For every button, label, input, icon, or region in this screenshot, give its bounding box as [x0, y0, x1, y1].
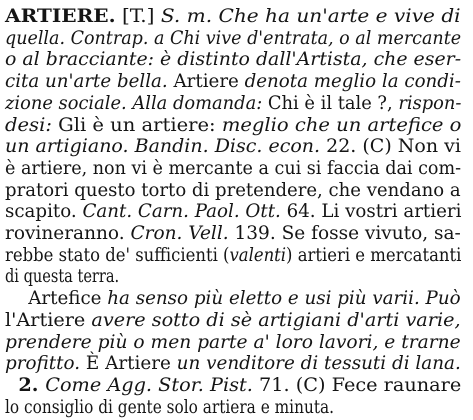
italic-text: S. m. Che ha un'arte e vive di — [160, 6, 461, 27]
text: 71. (C) Fece raunare — [252, 374, 462, 396]
entry-line — [5, 331, 461, 355]
text: ) artieri e mercatanti — [286, 244, 462, 266]
entry-line — [5, 27, 461, 51]
entry-line — [5, 287, 461, 311]
italic-text: denota meglio la condi- — [244, 71, 461, 93]
text: rebbe stato de' sufficienti ( — [5, 244, 230, 266]
entry-line — [5, 222, 461, 246]
italic-text: Come Agg. Stor. Pist. — [45, 374, 253, 396]
entry-line — [5, 135, 461, 159]
italic-text: meglio che un artefice o — [221, 114, 462, 136]
italic-text: avere sotto di sè artigiani d'arti varie, — [91, 309, 461, 331]
text: Gli è un artiere: — [51, 114, 222, 136]
text: 139. Se fosse vivuto, sa- — [228, 223, 461, 244]
bold-text: ARTIERE. — [5, 6, 116, 27]
italic-text: zione sociale. Alla domanda: — [5, 92, 263, 114]
italic-text: un artigiano. Bandin. Disc. econ. — [5, 136, 321, 158]
italic-text: Cant. Carn. Paol. Ott. — [82, 201, 281, 223]
text: Artiere — [167, 71, 245, 93]
italic-text: Cron. Vell. — [130, 223, 229, 244]
entry-line — [5, 309, 461, 333]
entry-line — [5, 179, 461, 203]
text: 64. Li vostri artieri — [280, 201, 462, 223]
italic-text: prendere più o men parte a' loro lavori, e trarne — [5, 331, 461, 353]
text: lo consiglio di gente solo artiera e minuta. — [5, 396, 335, 418]
entry-line — [5, 114, 461, 138]
text: è artiere, non vi è mercante a cui si faccia dai com- — [5, 157, 462, 179]
text: 22. (C) Non vi — [320, 136, 461, 158]
entry-line — [5, 352, 461, 376]
italic-text: cita un'arte bella. — [5, 71, 168, 93]
entry-line — [5, 157, 461, 181]
text: di questa terra. — [5, 266, 120, 288]
entry-line — [5, 244, 461, 268]
italic-text: profitto. — [5, 353, 81, 375]
text: pratori questo torto di pretendere, che vendano a — [5, 179, 461, 201]
entry-line — [5, 48, 461, 72]
text: Chi è il tale ?, — [262, 92, 399, 114]
italic-text: valenti — [229, 244, 287, 266]
entry-line — [5, 265, 119, 289]
text: [T.] — [115, 6, 161, 27]
text: Artefice — [5, 288, 108, 310]
entry-line — [5, 5, 461, 29]
italic-text: desi: — [5, 114, 52, 136]
text: È Artiere — [80, 353, 177, 375]
entry-line — [5, 374, 461, 398]
bold-text: 2. — [5, 374, 46, 396]
italic-text: rispon- — [398, 92, 462, 114]
text: l'Artiere — [5, 309, 92, 331]
entry-line — [5, 70, 461, 94]
entry-line — [5, 200, 461, 224]
text: scapito. — [5, 201, 83, 223]
italic-text: o al bracciante: è distinto dall'Artista, che eser- — [5, 49, 462, 71]
italic-text: quella. Contrap. a Chi vive d'entrata, o al mercante — [5, 27, 462, 49]
entry-line — [5, 92, 461, 116]
text: rovineranno. — [5, 223, 131, 244]
entry-line — [5, 396, 334, 420]
italic-text: ha senso più eletto e usi più varii. Può — [107, 288, 461, 310]
italic-text: un venditore di tessuti di lana. — [176, 353, 461, 375]
